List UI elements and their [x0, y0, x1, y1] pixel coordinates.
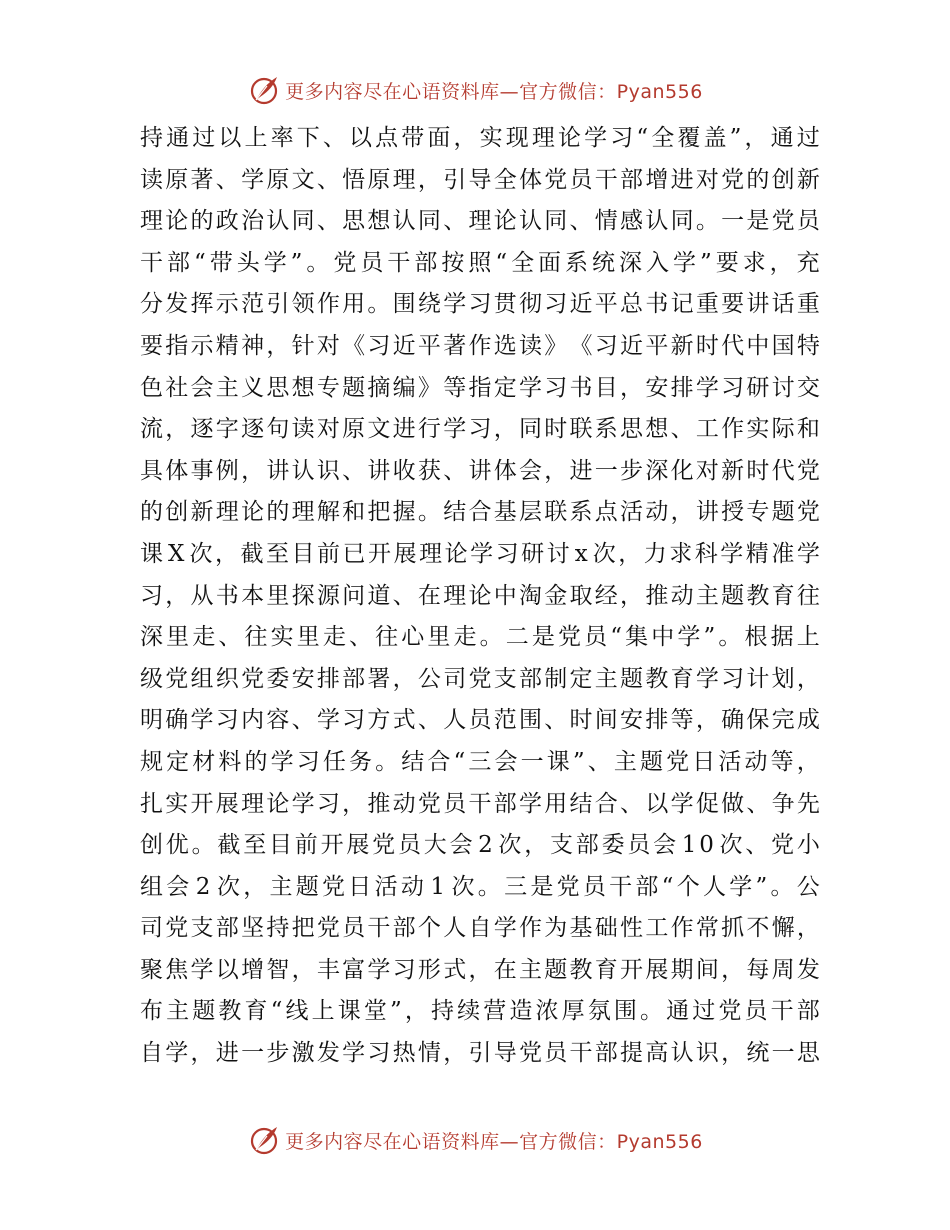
text-line: 深 里 走 、 往 实 里 走 、 往 心 里 走 。 二 是 党 员 “ 集 中 学 ” 。 根 据 上 — [140, 624, 820, 651]
text-line: 持 通 过 以 上 率 下 、 以 点 带 面 ， 实 现 理 论 学 习 “ 全 覆 盖 ” ， 通 过 — [140, 125, 820, 151]
text-line: 布 主 题 教 育 “ 线 上 课 堂 ” ， 持 续 营 造 浓 厚 氛 围 。 通 过 党 员 干 部 — [140, 998, 820, 1025]
header-banner-text: 更多内容尽在心语资料库—官方微信：Pyan556 — [285, 80, 703, 103]
text-line: 级 党 组 织 党 委 安 排 部 署 ， 公 司 党 支 部 制 定 主 题 教 育 学 习 计 划 ， — [140, 665, 820, 692]
text-line: 明 确 学 习 内 容 、 学 习 方 式 、 人 员 范 围 、 时 间 安 排 等 ， 确 保 完 成 — [140, 707, 820, 734]
text-line: 要 指 示 精 神 ， 针 对 《 习 近 平 著 作 选 读 》 《 习 近 平 新 时 代 中 国 特 — [140, 332, 820, 359]
text-line: 流 ， 逐 字 逐 句 读 对 原 文 进 行 学 习 ， 同 时 联 系 思 想 、 工 作 实 际 和 — [140, 416, 820, 443]
text-line: 理 论 的 政 治 认 同 、 思 想 认 同 、 理 论 认 同 、 情 感 认 同 。 一 是 党 员 — [140, 208, 820, 235]
feather-pen-logo-icon — [247, 1123, 281, 1157]
text-line: 读 原 著 、 学 原 文 、 悟 原 理 ， 引 导 全 体 党 员 干 部 增 进 对 党 的 创 新 — [140, 166, 820, 193]
text-line: 具 体 事 例 ， 讲 认 识 、 讲 收 获 、 讲 体 会 ， 进 一 步 深 化 对 新 时 代 党 — [140, 457, 820, 484]
text-line: 自 学 ， 进 一 步 激 发 学 习 热 情 ， 引 导 党 员 干 部 提 高 认 识 ， 统 一 思 — [140, 1040, 820, 1067]
text-line: 色 社 会 主 义 思 想 专 题 摘 编 》 等 指 定 学 习 书 目 ， 安 排 学 习 研 讨 交 — [140, 374, 820, 401]
footer-banner-text: 更多内容尽在心语资料库—官方微信：Pyan556 — [285, 1130, 703, 1153]
text-line: 司 党 支 部 坚 持 把 党 员 干 部 个 人 自 学 作 为 基 础 性 工 作 常 抓 不 懈 ， — [140, 915, 820, 942]
feather-pen-logo-icon — [247, 73, 281, 107]
text-line: 习 ， 从 书 本 里 探 源 问 道 、 在 理 论 中 淘 金 取 经 ， 推 动 主 题 教 育 往 — [140, 582, 820, 609]
text-line: 干 部 “ 带 头 学 ” 。 党 员 干 部 按 照 “ 全 面 系 统 深 入 学 ” 要 求 ， 充 — [140, 249, 820, 276]
text-line: 聚 焦 学 以 增 智 ， 丰 富 学 习 形 式 ， 在 主 题 教 育 开 展 期 间 ， 每 周 发 — [140, 956, 820, 983]
text-line: 组 会 2 次 ， 主 题 党 日 活 动 1 次 。 三 是 党 员 干 部 “ 个 人 学 ” 。 公 — [140, 873, 820, 900]
text-line: 分 发 挥 示 范 引 领 作 用 。 围 绕 学 习 贯 彻 习 近 平 总 书 记 重 要 讲 话 重 — [140, 291, 820, 318]
text-line: 课 X 次 ， 截 至 目 前 已 开 展 理 论 学 习 研 讨 x 次 ， 力 求 科 学 精 准 学 — [140, 540, 820, 567]
text-line: 创 优 。 截 至 目 前 开 展 党 员 大 会 2 次 ， 支 部 委 员 会 1 0 次 、 党 小 — [140, 832, 820, 859]
document-body — [140, 118, 820, 1075]
text-line: 扎 实 开 展 理 论 学 习 ， 推 动 党 员 干 部 学 用 结 合 、 以 学 促 做 、 争 先 — [140, 790, 820, 817]
text-line: 的 创 新 理 论 的 理 解 和 把 握 。 结 合 基 层 联 系 点 活 动 ， 讲 授 专 题 党 — [140, 499, 820, 526]
text-line: 规 定 材 料 的 学 习 任 务 。 结 合 “ 三 会 一 课 ” 、 主 题 党 日 活 动 等 ， — [140, 748, 820, 775]
footer-banner — [0, 1120, 950, 1160]
header-banner — [0, 70, 950, 110]
